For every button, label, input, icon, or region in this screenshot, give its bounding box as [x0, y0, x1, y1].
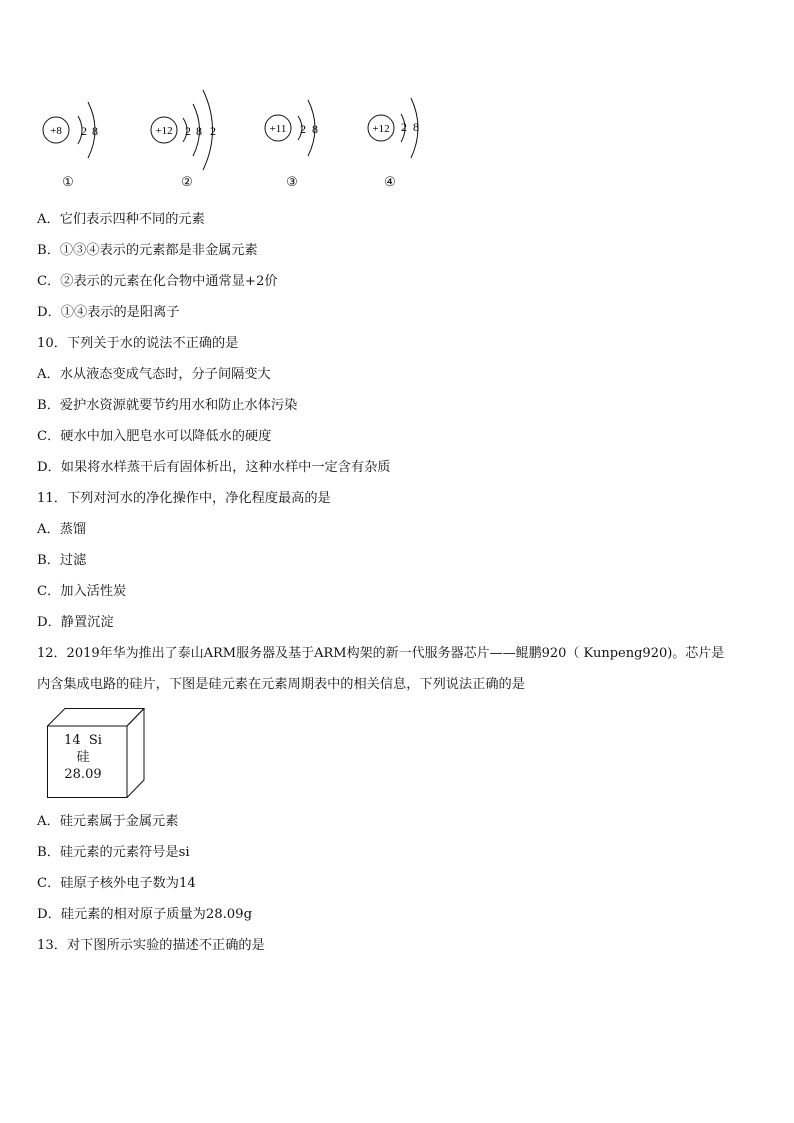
q12-stem-line-1: 12．2019年华为推出了泰山ARM服务器及基于ARM构架的新一代服务器芯片——鲲鹏920（ Kunpeng920)。芯片是: [37, 646, 725, 661]
q11-option-c: C．加入活性炭: [37, 584, 127, 599]
atom-1-shell-1: 2: [81, 124, 87, 138]
atom-diagram-2: [148, 84, 238, 178]
atom-3-shell-2: 8: [312, 122, 318, 136]
atomic-number: 14: [64, 733, 81, 748]
atomic-mass: 28.09: [64, 767, 102, 782]
atom-1-graphic: [40, 84, 110, 164]
atom-diagram-1: [40, 84, 110, 168]
element-name: 硅: [76, 750, 90, 765]
q12-option-b: B．硅元素的元素符号是si: [37, 845, 190, 860]
q10-option-a: A．水从液态变成气态时，分子间隔变大: [37, 367, 271, 382]
q11-option-d: D．静置沉淀: [37, 615, 114, 630]
q11-option-b: B．过滤: [37, 553, 87, 568]
q13-stem: 13．对下图所示实验的描述不正确的是: [37, 938, 265, 953]
atom-1-shell-2: 8: [92, 124, 98, 138]
atom-2-nucleus: +12: [155, 125, 173, 137]
atom-diagram-4: [365, 84, 435, 168]
atom-label-4: ④: [384, 175, 396, 190]
q12-option-c: C．硅原子核外电子数为14: [37, 876, 196, 891]
q9-option-c: C．②表示的元素在化合物中通常显+2价: [37, 274, 278, 289]
q11-option-a: A．蒸馏: [37, 522, 87, 537]
silicon-element-cell: [47, 708, 147, 798]
q9-option-d: D．①④表示的是阳离子: [37, 305, 180, 320]
q10-option-d: D．如果将水样蒸干后有固体析出，这种水样中一定含有杂质: [37, 460, 391, 475]
atom-label-3: ③: [286, 175, 298, 190]
q10-stem: 10．下列关于水的说法不正确的是: [37, 336, 239, 351]
q9-option-b: B．①③④表示的元素都是非金属元素: [37, 243, 258, 258]
atom-diagrams: [0, 0, 794, 200]
atom-1-nucleus: +8: [50, 125, 62, 137]
atom-2-shell-1: 2: [185, 124, 191, 138]
atom-2-shell-3: 2: [210, 124, 216, 138]
atom-3-nucleus: +11: [269, 123, 287, 135]
atom-diagram-3: [262, 84, 332, 168]
atom-4-graphic: [365, 84, 435, 164]
q11-stem: 11．下列对河水的净化操作中，净化程度最高的是: [37, 491, 331, 506]
atom-label-1: ①: [62, 175, 74, 190]
element-symbol: Si: [88, 733, 102, 748]
atom-4-nucleus: +12: [372, 123, 390, 135]
q12-option-a: A．硅元素属于金属元素: [37, 814, 179, 829]
q10-option-b: B．爱护水资源就要节约用水和防止水体污染: [37, 398, 298, 413]
atom-3-graphic: [262, 84, 332, 164]
question-text: [37, 204, 767, 961]
q10-option-c: C．硬水中加入肥皂水可以降低水的硬度: [37, 429, 272, 444]
atom-3-shell-1: 2: [300, 122, 306, 136]
atom-label-2: ②: [181, 175, 193, 190]
q12-option-d: D．硅元素的相对原子质量为28.09g: [37, 907, 253, 922]
atom-4-shell-2: 8: [413, 120, 419, 134]
q9-option-a: A．它们表示四种不同的元素: [37, 212, 205, 227]
atom-2-graphic: [148, 84, 238, 174]
atom-2-shell-2: 8: [196, 124, 202, 138]
q12-stem-line-2: 内含集成电路的硅片，下图是硅元素在元素周期表中的相关信息，下列说法正确的是: [37, 677, 525, 692]
atom-4-shell-1: 2: [401, 120, 407, 134]
element-info: [47, 732, 119, 783]
